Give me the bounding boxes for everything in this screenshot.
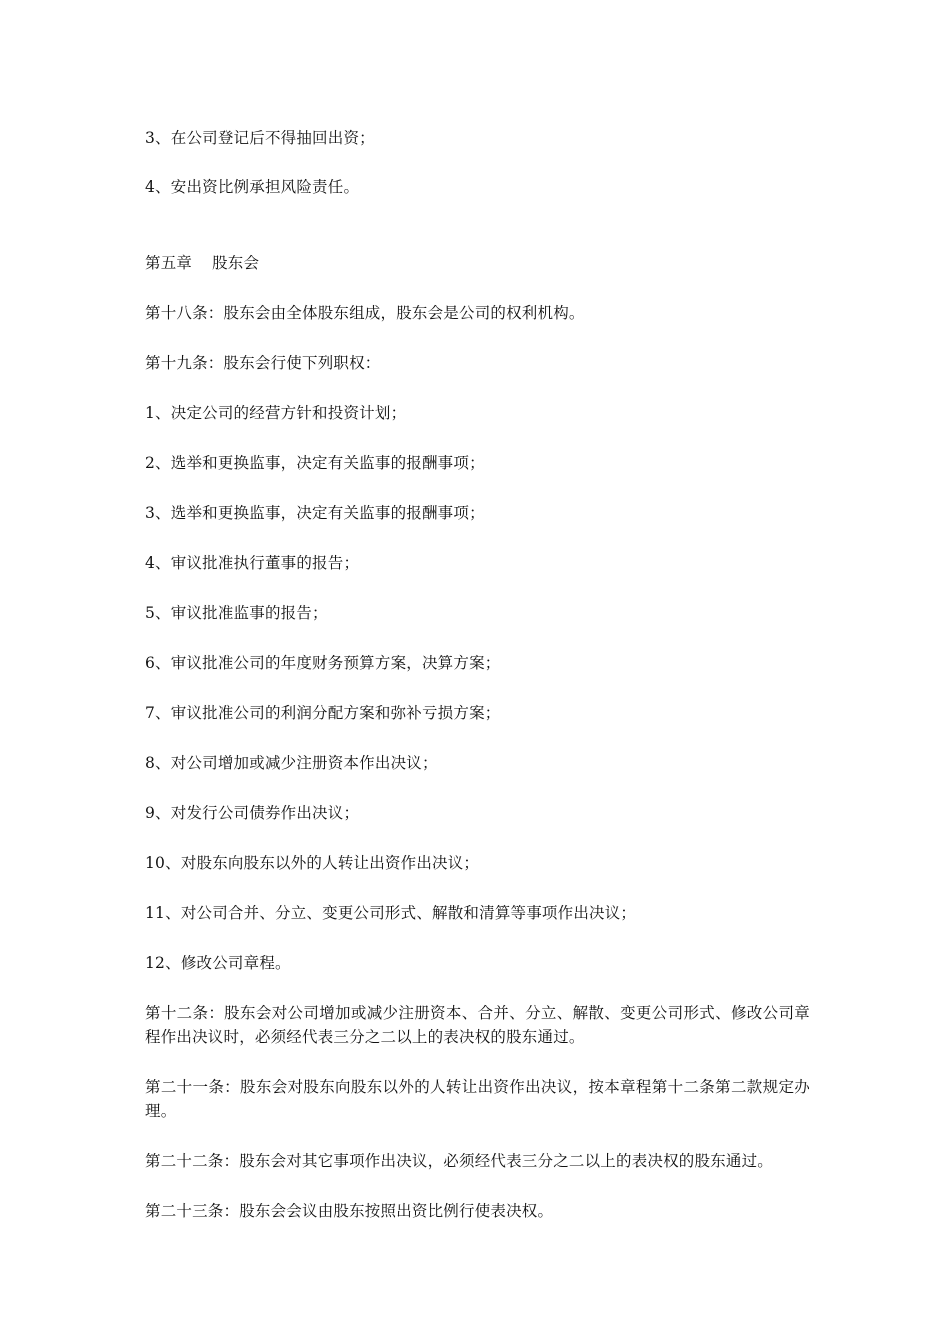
power-item-2: 2、选举和更换监事，决定有关监事的报酬事项； (145, 454, 485, 472)
power-item-11: 11、对公司合并、分立、变更公司形式、解散和清算等事项作出决议； (145, 904, 637, 922)
power-item-3: 3、选举和更换监事，决定有关监事的报酬事项； (145, 504, 485, 522)
power-item-5: 5、审议批准监事的报告； (145, 604, 328, 622)
chapter-name: 股东会 (212, 254, 260, 272)
article-12: 第十二条：股东会对公司增加或减少注册资本、合并、分立、解散、变更公司形式、修改公司章程作出决议时，必须经代表三分之二以上的表决权的股东通过。 (145, 1004, 810, 1046)
obligation-item-4: 4、安出资比例承担风险责任。 (145, 178, 360, 196)
power-item-12: 12、修改公司章程。 (145, 954, 291, 972)
obligation-item-3: 3、在公司登记后不得抽回出资； (145, 129, 375, 147)
power-item-4: 4、审议批准执行董事的报告； (145, 554, 360, 572)
article-21: 第二十一条：股东会对股东向股东以外的人转让出资作出决议，按本章程第十二条第二款规定办理。 (145, 1078, 810, 1120)
power-item-8: 8、对公司增加或减少注册资本作出决议； (145, 754, 438, 772)
article-18: 第十八条：股东会由全体股东组成，股东会是公司的权利机构。 (145, 304, 585, 322)
power-item-1: 1、决定公司的经营方针和投资计划； (145, 404, 407, 422)
power-item-9: 9、对发行公司债券作出决议； (145, 804, 360, 822)
chapter-number: 第五章 (145, 254, 193, 272)
document-body (145, 126, 810, 1223)
article-23: 第二十三条：股东会会议由股东按照出资比例行使表决权。 (145, 1202, 554, 1220)
article-22: 第二十二条：股东会对其它事项作出决议，必须经代表三分之二以上的表决权的股东通过。 (145, 1152, 774, 1170)
article-19: 第十九条：股东会行使下列职权： (145, 354, 381, 372)
power-item-10: 10、对股东向股东以外的人转让出资作出决议； (145, 854, 480, 872)
power-item-7: 7、审议批准公司的利润分配方案和弥补亏损方案； (145, 704, 501, 722)
chapter-heading (145, 251, 810, 275)
power-item-6: 6、审议批准公司的年度财务预算方案，决算方案； (145, 654, 501, 672)
